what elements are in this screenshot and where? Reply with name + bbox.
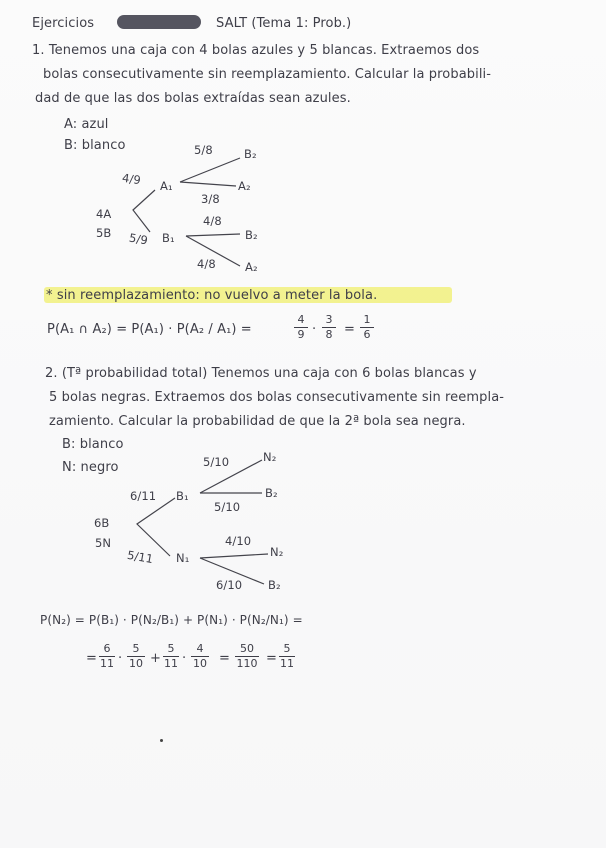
ex1-frac-4-9: 4 9 <box>294 314 308 341</box>
ex2-statement-line-2: 5 bolas negras. Extraemos dos bolas consecutivamente sin reempla- <box>49 390 505 405</box>
ex2-root-6b: 6B <box>94 516 110 530</box>
ex2-p-n2-given-n1: 4/10 <box>225 534 252 548</box>
ex1-statement-line-1: 1. Tenemos una caja con 4 bolas azules y 5 blancas. Extraemos dos <box>32 43 480 58</box>
ex1-note: * sin reemplazamiento: no vuelvo a meter la bola. <box>46 288 378 303</box>
ex2-frac-6-11: 6 11 <box>100 642 114 670</box>
ex1-p-b2-given-a1: 5/8 <box>194 143 213 157</box>
ex1-p-a2-given-a1: 3/8 <box>201 192 220 206</box>
ex1-leaf-b2-top: B₂ <box>244 147 257 161</box>
header-subject: SALT (Tema 1: Prob.) <box>216 16 352 31</box>
ex2-statement-line-1: 2. (Tª probabilidad total) Tenemos una caja con 6 bolas blancas y <box>45 366 477 381</box>
ex1-p-b1: 5/9 <box>128 230 149 248</box>
ex2-frac-5-11: 5 11 <box>164 642 178 670</box>
ex2-p-n2-given-b1: 5/10 <box>203 455 230 469</box>
ex1-leaf-b2-bottom: B₂ <box>245 228 258 242</box>
ex1-p-b2-given-b1: 4/8 <box>203 214 222 228</box>
ex1-leaf-a2-top: A₂ <box>238 179 251 193</box>
ex2-dot-1: · <box>118 651 123 666</box>
header-title: Ejercicios <box>32 16 95 31</box>
ex2-p-b2-given-n1: 6/10 <box>216 578 243 592</box>
ex1-legend-a: A: azul <box>64 117 109 132</box>
ex1-frac-1-6: 1 6 <box>360 314 374 341</box>
ex2-frac-5-11-result: 5 11 <box>280 642 294 670</box>
ex2-node-n1: N₁ <box>176 551 190 565</box>
ex2-node-b1: B₁ <box>176 489 189 503</box>
ex2-leaf-b2-bottom: B₂ <box>268 578 281 592</box>
ex2-p-n1: 5/11 <box>126 547 155 567</box>
ex2-dot-2: · <box>182 651 187 666</box>
ex2-leaf-n2-top: N₂ <box>263 450 277 464</box>
ex2-leaf-b2-top: B₂ <box>265 486 278 500</box>
ex1-frac-3-8: 3 8 <box>322 314 336 341</box>
ex2-root-5n: 5N <box>95 536 112 550</box>
ex2-legend-n: N: negro <box>62 460 119 475</box>
ex2-frac-50-110: 50 110 <box>236 642 258 670</box>
ex1-node-a1: A₁ <box>160 179 173 193</box>
ex1-statement-line-3: dad de que las dos bolas extraídas sean azules. <box>35 91 351 106</box>
ex2-statement-line-3: zamiento. Calcular la probabilidad de que la 2ª bola sea negra. <box>49 414 466 429</box>
ex2-p-b2-given-b1: 5/10 <box>214 500 241 514</box>
ex2-equals-start: = <box>86 651 97 666</box>
ex1-p-a1: 4/9 <box>121 170 142 188</box>
ex1-leaf-a2-bottom: A₂ <box>245 260 258 274</box>
ex1-p-a2-given-b1: 4/8 <box>197 257 216 271</box>
ex1-node-b1: B₁ <box>162 231 175 245</box>
ex1-root-5b: 5B <box>96 226 112 240</box>
ex1-statement-line-2: bolas consecutivamente sin reemplazamiento. Calcular la probabili- <box>43 67 492 82</box>
ex1-dot: · <box>312 322 317 337</box>
ex2-legend-b: B: blanco <box>62 437 124 452</box>
ex1-equals: = <box>344 322 355 337</box>
ex2-equals-end: = <box>266 651 277 666</box>
ex2-frac-5-10: 5 10 <box>129 642 143 670</box>
stray-pen-dot <box>160 739 163 742</box>
ex1-legend-b: B: blanco <box>64 138 126 153</box>
ex2-equals-mid: = <box>219 651 230 666</box>
ex2-frac-4-10: 4 10 <box>193 642 207 670</box>
ex1-formula-left: P(A₁ ∩ A₂) = P(A₁) · P(A₂ / A₁) = <box>47 322 252 337</box>
ex1-root-4a: 4A <box>96 207 112 221</box>
ex2-leaf-n2-bottom: N₂ <box>270 545 284 559</box>
ex2-formula-line-1: P(N₂) = P(B₁) · P(N₂/B₁) + P(N₁) · P(N₂/N₁) = <box>40 613 303 627</box>
ex2-p-b1: 6/11 <box>130 489 157 503</box>
ex2-plus: + <box>150 651 161 666</box>
